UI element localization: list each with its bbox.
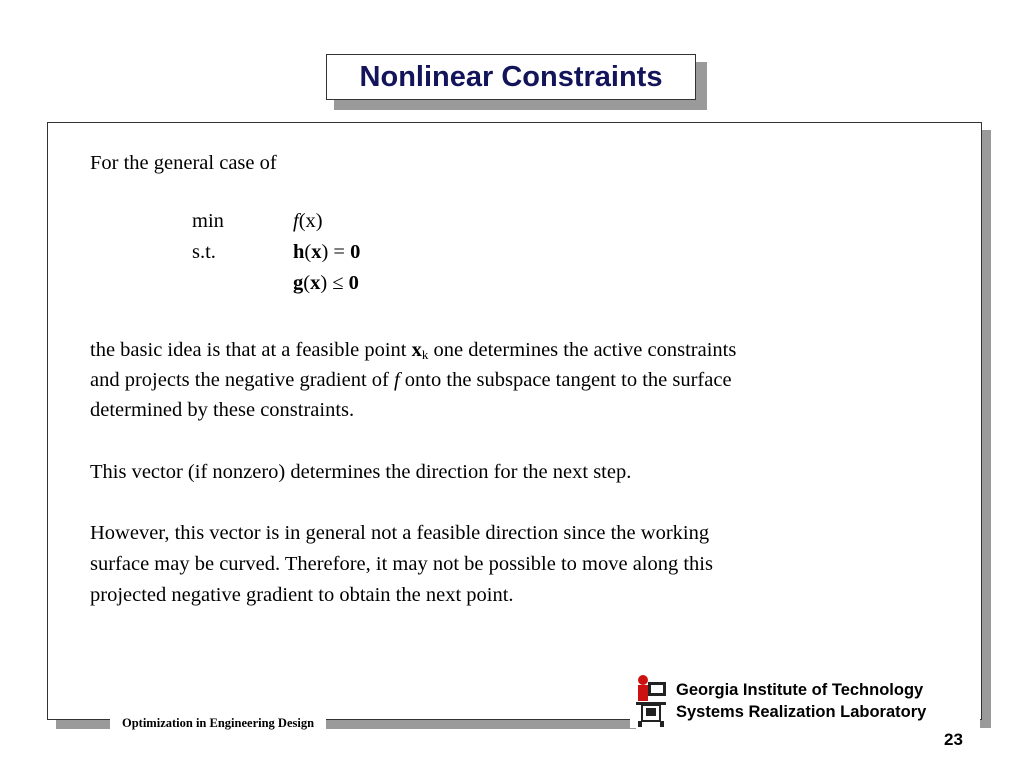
ineq-lp: (: [303, 272, 311, 294]
min-label: min: [192, 210, 224, 232]
lab-name: Systems Realization Laboratory: [676, 703, 927, 721]
ineq-g: g: [293, 272, 304, 294]
para1-line3: determined by these constraints.: [90, 399, 355, 421]
institution-name: Georgia Institute of Technology: [676, 681, 924, 699]
page-number: 23: [944, 730, 963, 749]
eq-x: x: [311, 241, 322, 263]
para2: This vector (if nonzero) determines the direction for the next step.: [90, 461, 632, 483]
para1-line2-b: onto the subspace tangent to the surface: [399, 369, 732, 391]
inequality-constraint: [293, 272, 359, 295]
course-name: Optimization in Engineering Design: [110, 712, 326, 734]
ineq-zero: 0: [348, 272, 359, 294]
title-box: [326, 54, 696, 100]
para3-line1: However, this vector is in general not a feasible direction since the working: [90, 522, 710, 544]
intro-text: For the general case of: [90, 152, 277, 174]
st-label: s.t.: [192, 241, 216, 263]
para1-line2: [90, 365, 732, 396]
para1-xk: x: [411, 339, 422, 361]
para1-f: f: [393, 369, 400, 391]
srl-logo-icon: [632, 672, 672, 733]
ineq-x: x: [310, 272, 321, 294]
objective-args: (x): [298, 210, 323, 232]
eq-op: ) =: [321, 241, 351, 263]
logo-block: [630, 668, 980, 728]
eq-h: h: [293, 241, 305, 263]
para1-xk-sub: k: [421, 347, 429, 362]
para1-line2-a: and projects the negative gradient of: [90, 369, 394, 391]
equality-constraint: [293, 241, 360, 264]
eq-lp: (: [304, 241, 312, 263]
para3-line3: projected negative gradient to obtain the next point.: [90, 584, 514, 606]
objective-f: f: [293, 210, 299, 232]
eq-zero: 0: [350, 241, 361, 263]
para1-line1-a: the basic idea is that at a feasible point: [90, 339, 412, 361]
slide-title: Nonlinear Constraints: [359, 60, 663, 93]
para1-line1-b: one determines the active constraints: [428, 339, 737, 361]
para3-line2: surface may be curved. Therefore, it may not be possible to move along this: [90, 553, 713, 575]
ineq-op: ) ≤: [320, 272, 349, 294]
objective: [293, 210, 323, 233]
